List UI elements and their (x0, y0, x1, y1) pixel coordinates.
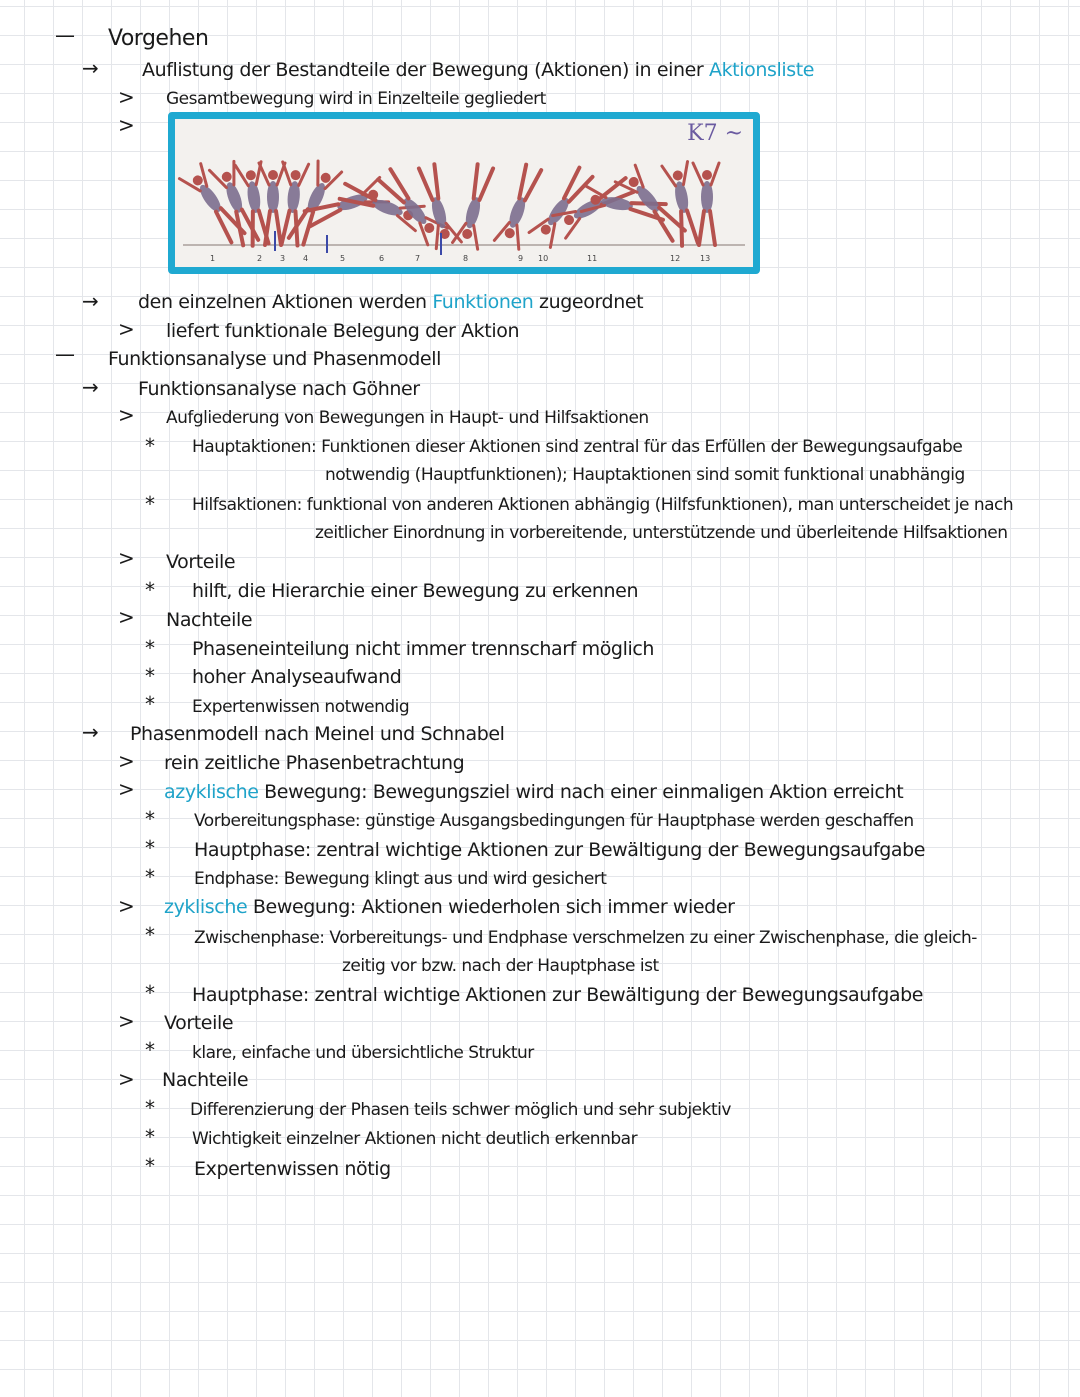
sub-item: rein zeitliche Phasenbetrachtung (164, 752, 465, 774)
section-title-funktionsanalyse: Funktionsanalyse und Phasenmodell (108, 348, 441, 370)
arrow-marker: → (82, 720, 99, 744)
bullet-item-continuation: zeitlicher Einordnung in vorbereitende, unterstützende und überleitende Hilfsaktionen (315, 523, 1008, 543)
frame-number: 6 (379, 254, 385, 263)
sub-item: Gesamtbewegung wird in Einzelteile gegliedert (166, 89, 546, 109)
frame-number: 4 (303, 254, 309, 263)
bullet-item: Expertenwissen nötig (194, 1158, 391, 1180)
frame-number: 2 (257, 254, 263, 263)
star-marker: * (145, 434, 155, 458)
bullet-item: hilft, die Hierarchie einer Bewegung zu erkennen (192, 580, 639, 602)
accent-term-funktionen: Funktionen (432, 291, 534, 313)
gt-marker: > (118, 605, 135, 629)
star-marker: * (145, 1154, 155, 1178)
item-text: den einzelnen Aktionen werden (138, 291, 433, 313)
star-marker: * (145, 636, 155, 660)
frame-number: 3 (280, 254, 286, 263)
gt-marker: > (118, 749, 135, 773)
bullet-item: Zwischenphase: Vorbereitungs- und Endphase verschmelzen zu einer Zwischenphase, die gleich- (194, 928, 977, 948)
dash-marker: — (55, 23, 75, 47)
bullet-item: klare, einfache und übersichtliche Struktur (192, 1043, 534, 1063)
frame-number: 10 (538, 254, 549, 263)
subsection-title-meinel: Phasenmodell nach Meinel und Schnabel (130, 723, 505, 745)
star-marker: * (145, 1096, 155, 1120)
star-marker: * (145, 492, 155, 516)
bullet-item: Endphase: Bewegung klingt aus und wird gesichert (194, 869, 607, 889)
bullet-item: hoher Analyseaufwand (192, 666, 402, 688)
item-text: Bewegung: Aktionen wiederholen sich immer wieder (247, 896, 735, 918)
gt-marker: > (118, 1067, 135, 1091)
bullet-item-continuation: notwendig (Hauptfunktionen); Hauptaktionen sind somit funktional unabhängig (325, 465, 965, 485)
accent-term-aktionsliste: Aktionsliste (708, 59, 815, 81)
bullet-item: Hauptaktionen: Funktionen dieser Aktionen sind zentral für das Erfüllen der Bewegungsaufgabe (192, 437, 963, 457)
frame-number: 13 (700, 254, 711, 263)
star-marker: * (145, 692, 155, 716)
sub-item: liefert funktionale Belegung der Aktion (166, 320, 520, 342)
list-item-aktionsliste (142, 57, 814, 83)
star-marker: * (145, 1125, 155, 1149)
label-vorteile: Vorteile (164, 1012, 234, 1034)
bullet-item: Expertenwissen notwendig (192, 697, 410, 717)
arrow-marker: → (82, 56, 99, 80)
bullet-item: Vorbereitungsphase: günstige Ausgangsbedingungen für Hauptphase werden geschaffen (194, 811, 914, 831)
gt-marker: > (118, 777, 135, 801)
gt-marker: > (118, 85, 135, 109)
gymnast-figure (453, 163, 499, 249)
star-marker: * (145, 664, 155, 688)
star-marker: * (145, 807, 155, 831)
sub-item-zyklisch (164, 894, 735, 920)
gt-marker: > (118, 894, 135, 918)
subsection-title-goehner: Funktionsanalyse nach Göhner (138, 378, 420, 400)
bullet-item: Wichtigkeit einzelner Aktionen nicht deutlich erkennbar (192, 1129, 638, 1149)
accent-term-zyklische: zyklische (164, 896, 248, 918)
frame-number: 9 (518, 254, 524, 263)
item-text: Bewegung: Bewegungsziel wird nach einer einmaligen Aktion erreicht (258, 781, 904, 803)
star-marker: * (145, 865, 155, 889)
dash-marker: — (55, 342, 75, 366)
frame-number: 5 (340, 254, 346, 263)
star-marker: * (145, 578, 155, 602)
gt-marker: > (118, 113, 135, 137)
frame-number: 12 (670, 254, 681, 263)
bullet-item: Hauptphase: zentral wichtige Aktionen zur Bewältigung der Bewegungsaufgabe (192, 984, 924, 1006)
label-vorteile: Vorteile (166, 551, 236, 573)
bullet-item: Differenzierung der Phasen teils schwer möglich und sehr subjektiv (190, 1100, 731, 1120)
item-text: zugeordnet (533, 291, 644, 313)
bullet-item-continuation: zeitig vor bzw. nach der Hauptphase ist (342, 956, 659, 976)
section-title-vorgehen: Vorgehen (108, 26, 209, 51)
gt-marker: > (118, 317, 135, 341)
sub-item-azyklisch (164, 779, 903, 805)
frame-number: 11 (587, 254, 598, 263)
accent-term-azyklische: azyklische (164, 781, 259, 803)
list-item-funktionen (138, 289, 643, 315)
gymnast-figure (693, 163, 719, 245)
frame-number: 7 (415, 254, 421, 263)
gymnast-figure (259, 163, 285, 245)
movement-sequence-drawing (175, 119, 753, 267)
bullet-item: Hilfsaktionen: funktional von anderen Aktionen abhängig (Hilfsfunktionen), man unterscheidet je nach (192, 495, 1014, 515)
frame-number: 8 (463, 254, 469, 263)
handspring-sequence-figure (168, 112, 760, 274)
star-marker: * (145, 836, 155, 860)
label-nachteile: Nachteile (162, 1069, 249, 1091)
label-nachteile: Nachteile (166, 609, 253, 631)
gymnast-figure (494, 163, 546, 249)
bullet-item: Hauptphase: zentral wichtige Aktionen zur Bewältigung der Bewegungsaufgabe (194, 839, 926, 861)
bullet-item: Phaseneinteilung nicht immer trennscharf möglich (192, 638, 655, 660)
gt-marker: > (118, 546, 135, 570)
sub-item: Aufgliederung von Bewegungen in Haupt- und Hilfsaktionen (166, 408, 649, 428)
frame-number: 1 (210, 254, 216, 263)
star-marker: * (145, 1038, 155, 1062)
gt-marker: > (118, 1009, 135, 1033)
star-marker: * (145, 981, 155, 1005)
gt-marker: > (118, 403, 135, 427)
item-text: Auflistung der Bestandteile der Bewegung (Aktionen) in einer (142, 59, 709, 81)
handwritten-note: K7 ~ (687, 121, 743, 146)
star-marker: * (145, 923, 155, 947)
arrow-marker: → (82, 375, 99, 399)
arrow-marker: → (82, 289, 99, 313)
